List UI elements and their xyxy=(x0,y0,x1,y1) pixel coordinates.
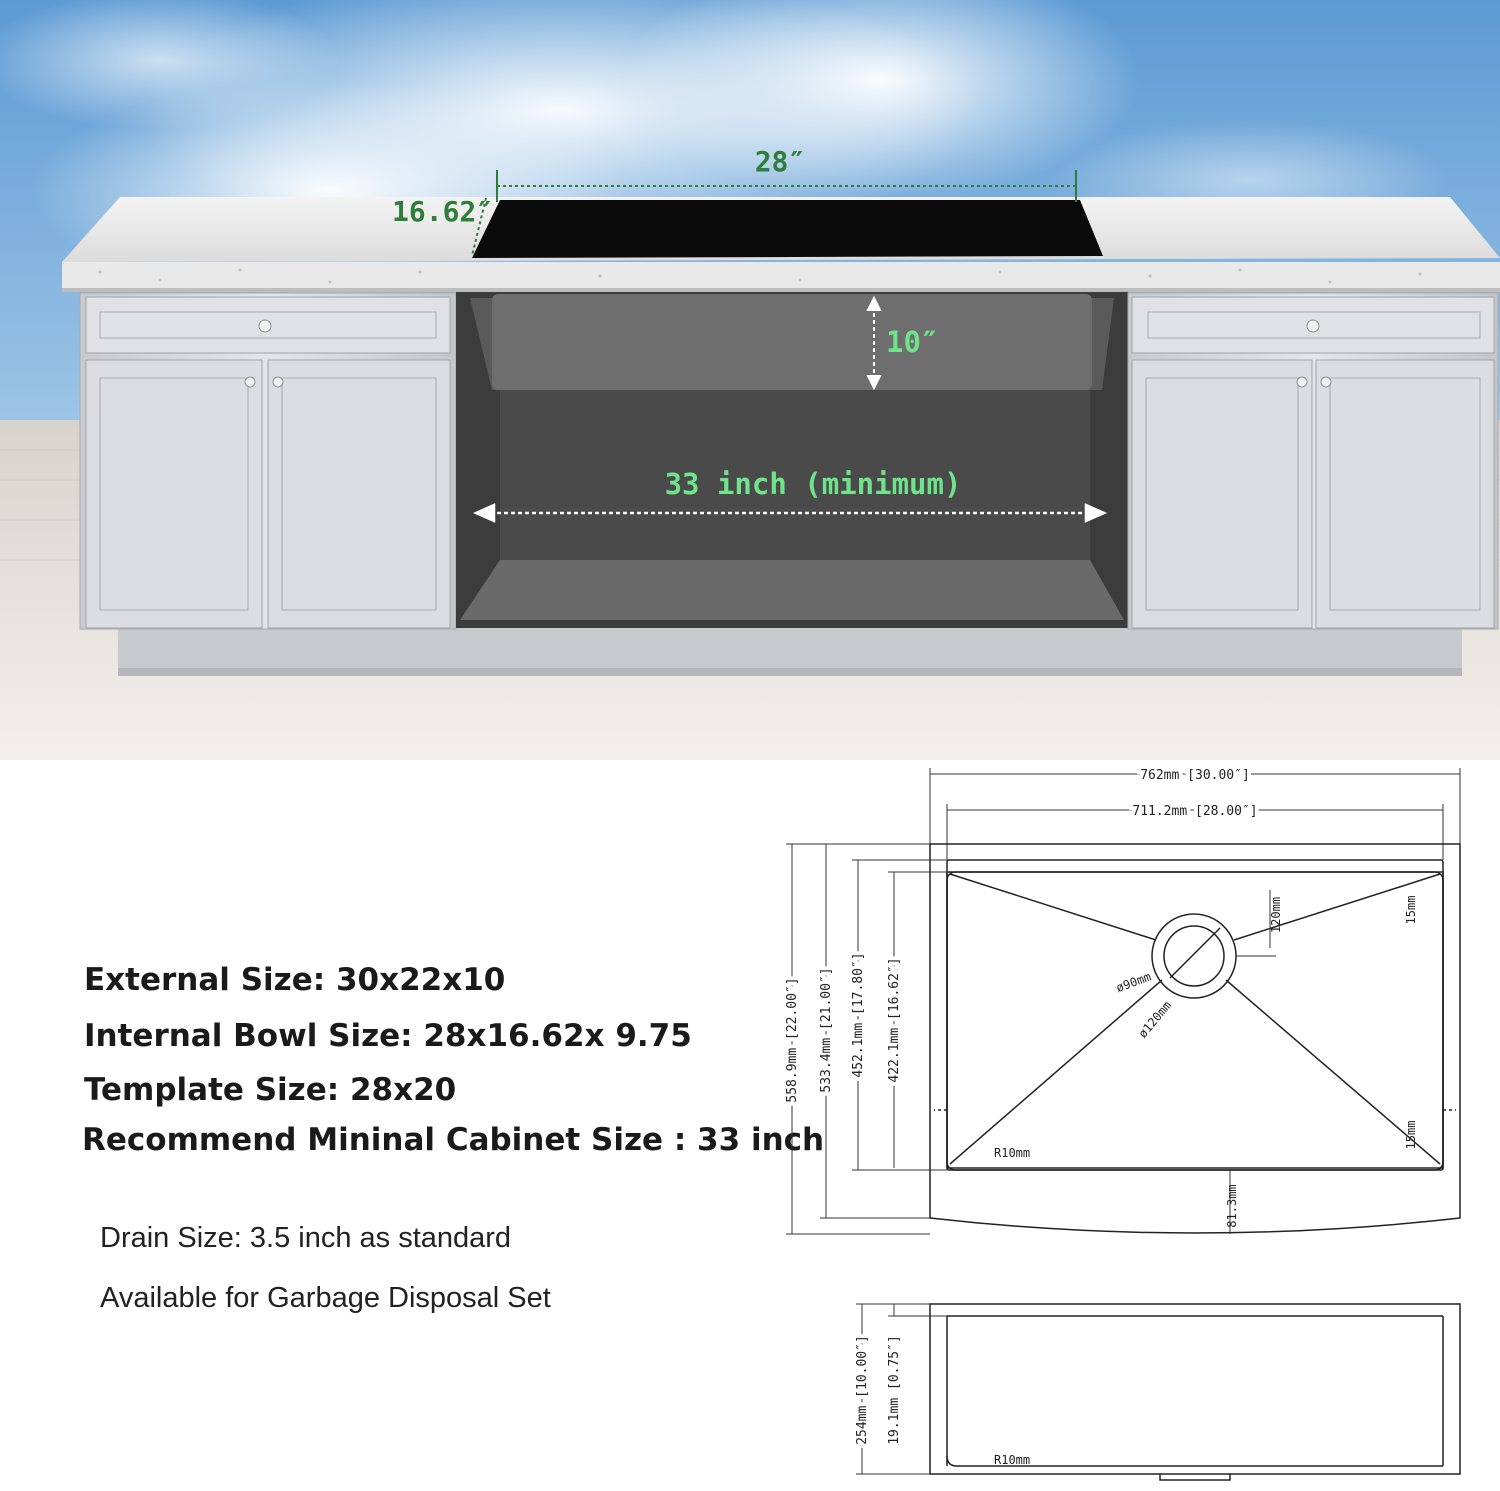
corner-radius-label: R10mm xyxy=(994,1146,1031,1160)
sink-cutout xyxy=(472,200,1103,258)
spec-value: 28x20 xyxy=(349,1072,457,1108)
side-height-label: 254mm [10.00″] xyxy=(855,1335,870,1445)
spec-cabinet-size xyxy=(82,1122,824,1158)
overall-depth-label: 558.9mm [22.00″] xyxy=(785,977,800,1103)
spec-label: Internal Bowl Size: xyxy=(84,1018,413,1054)
spec-label: External Size: xyxy=(84,962,326,998)
spec-value: 28x16.62x 9.75 xyxy=(423,1018,692,1054)
sink-side-view xyxy=(930,1304,1460,1474)
technical-drawing-svg xyxy=(770,760,1500,1486)
side-rim-label: 19.1mm [0.75″] xyxy=(887,1335,902,1445)
depth-4-label: 422.1mm [16.62″] xyxy=(887,957,902,1083)
depth-2-label: 533.4mm [21.00″] xyxy=(819,967,834,1093)
spec-label: Template Size: xyxy=(84,1072,340,1108)
drain-inner-label: ø90mm xyxy=(1114,969,1153,995)
spec-external-size xyxy=(84,962,505,998)
drain-inner xyxy=(1164,926,1224,986)
spec-label: Recommend Mininal Cabinet Size : xyxy=(82,1122,687,1158)
width-dimension-label: 28″ xyxy=(754,145,806,178)
depth-3-label: 452.1mm [17.80″] xyxy=(851,952,866,1078)
sink-outline-top-view xyxy=(930,844,1460,1233)
apron-depth-label: 81.3mm xyxy=(1225,1184,1239,1228)
corner-offset-top-label: 15mm xyxy=(1404,895,1418,925)
spec-value: 33 inch xyxy=(697,1122,825,1158)
bowl-interior xyxy=(947,872,1443,1168)
note-garbage-disposal: Available for Garbage Disposal Set xyxy=(100,1282,551,1314)
side-depth-label: 16.62″ xyxy=(392,195,494,228)
depth-label: 10″ xyxy=(886,325,939,359)
side-corner-radius-label: R10mm xyxy=(994,1453,1031,1467)
corner-offset-bottom-label: 15mm xyxy=(1404,1120,1418,1150)
overall-width-label: 762mm [30.00″] xyxy=(1140,768,1250,783)
note-drain-size: Drain Size: 3.5 inch as standard xyxy=(100,1222,512,1254)
inner-width-label: 711.2mm [28.00″] xyxy=(1132,804,1258,819)
technical-drawing xyxy=(770,760,1500,1486)
spec-value: 30x22x10 xyxy=(335,962,506,998)
spec-internal-bowl-size xyxy=(84,1018,692,1054)
drain-offset-label: 120mm xyxy=(1269,896,1283,934)
drain-outer-label: ø120mm xyxy=(1135,998,1175,1041)
cabinet-width-label: 33 inch (minimum) xyxy=(664,467,962,501)
spec-template-size xyxy=(84,1072,456,1108)
